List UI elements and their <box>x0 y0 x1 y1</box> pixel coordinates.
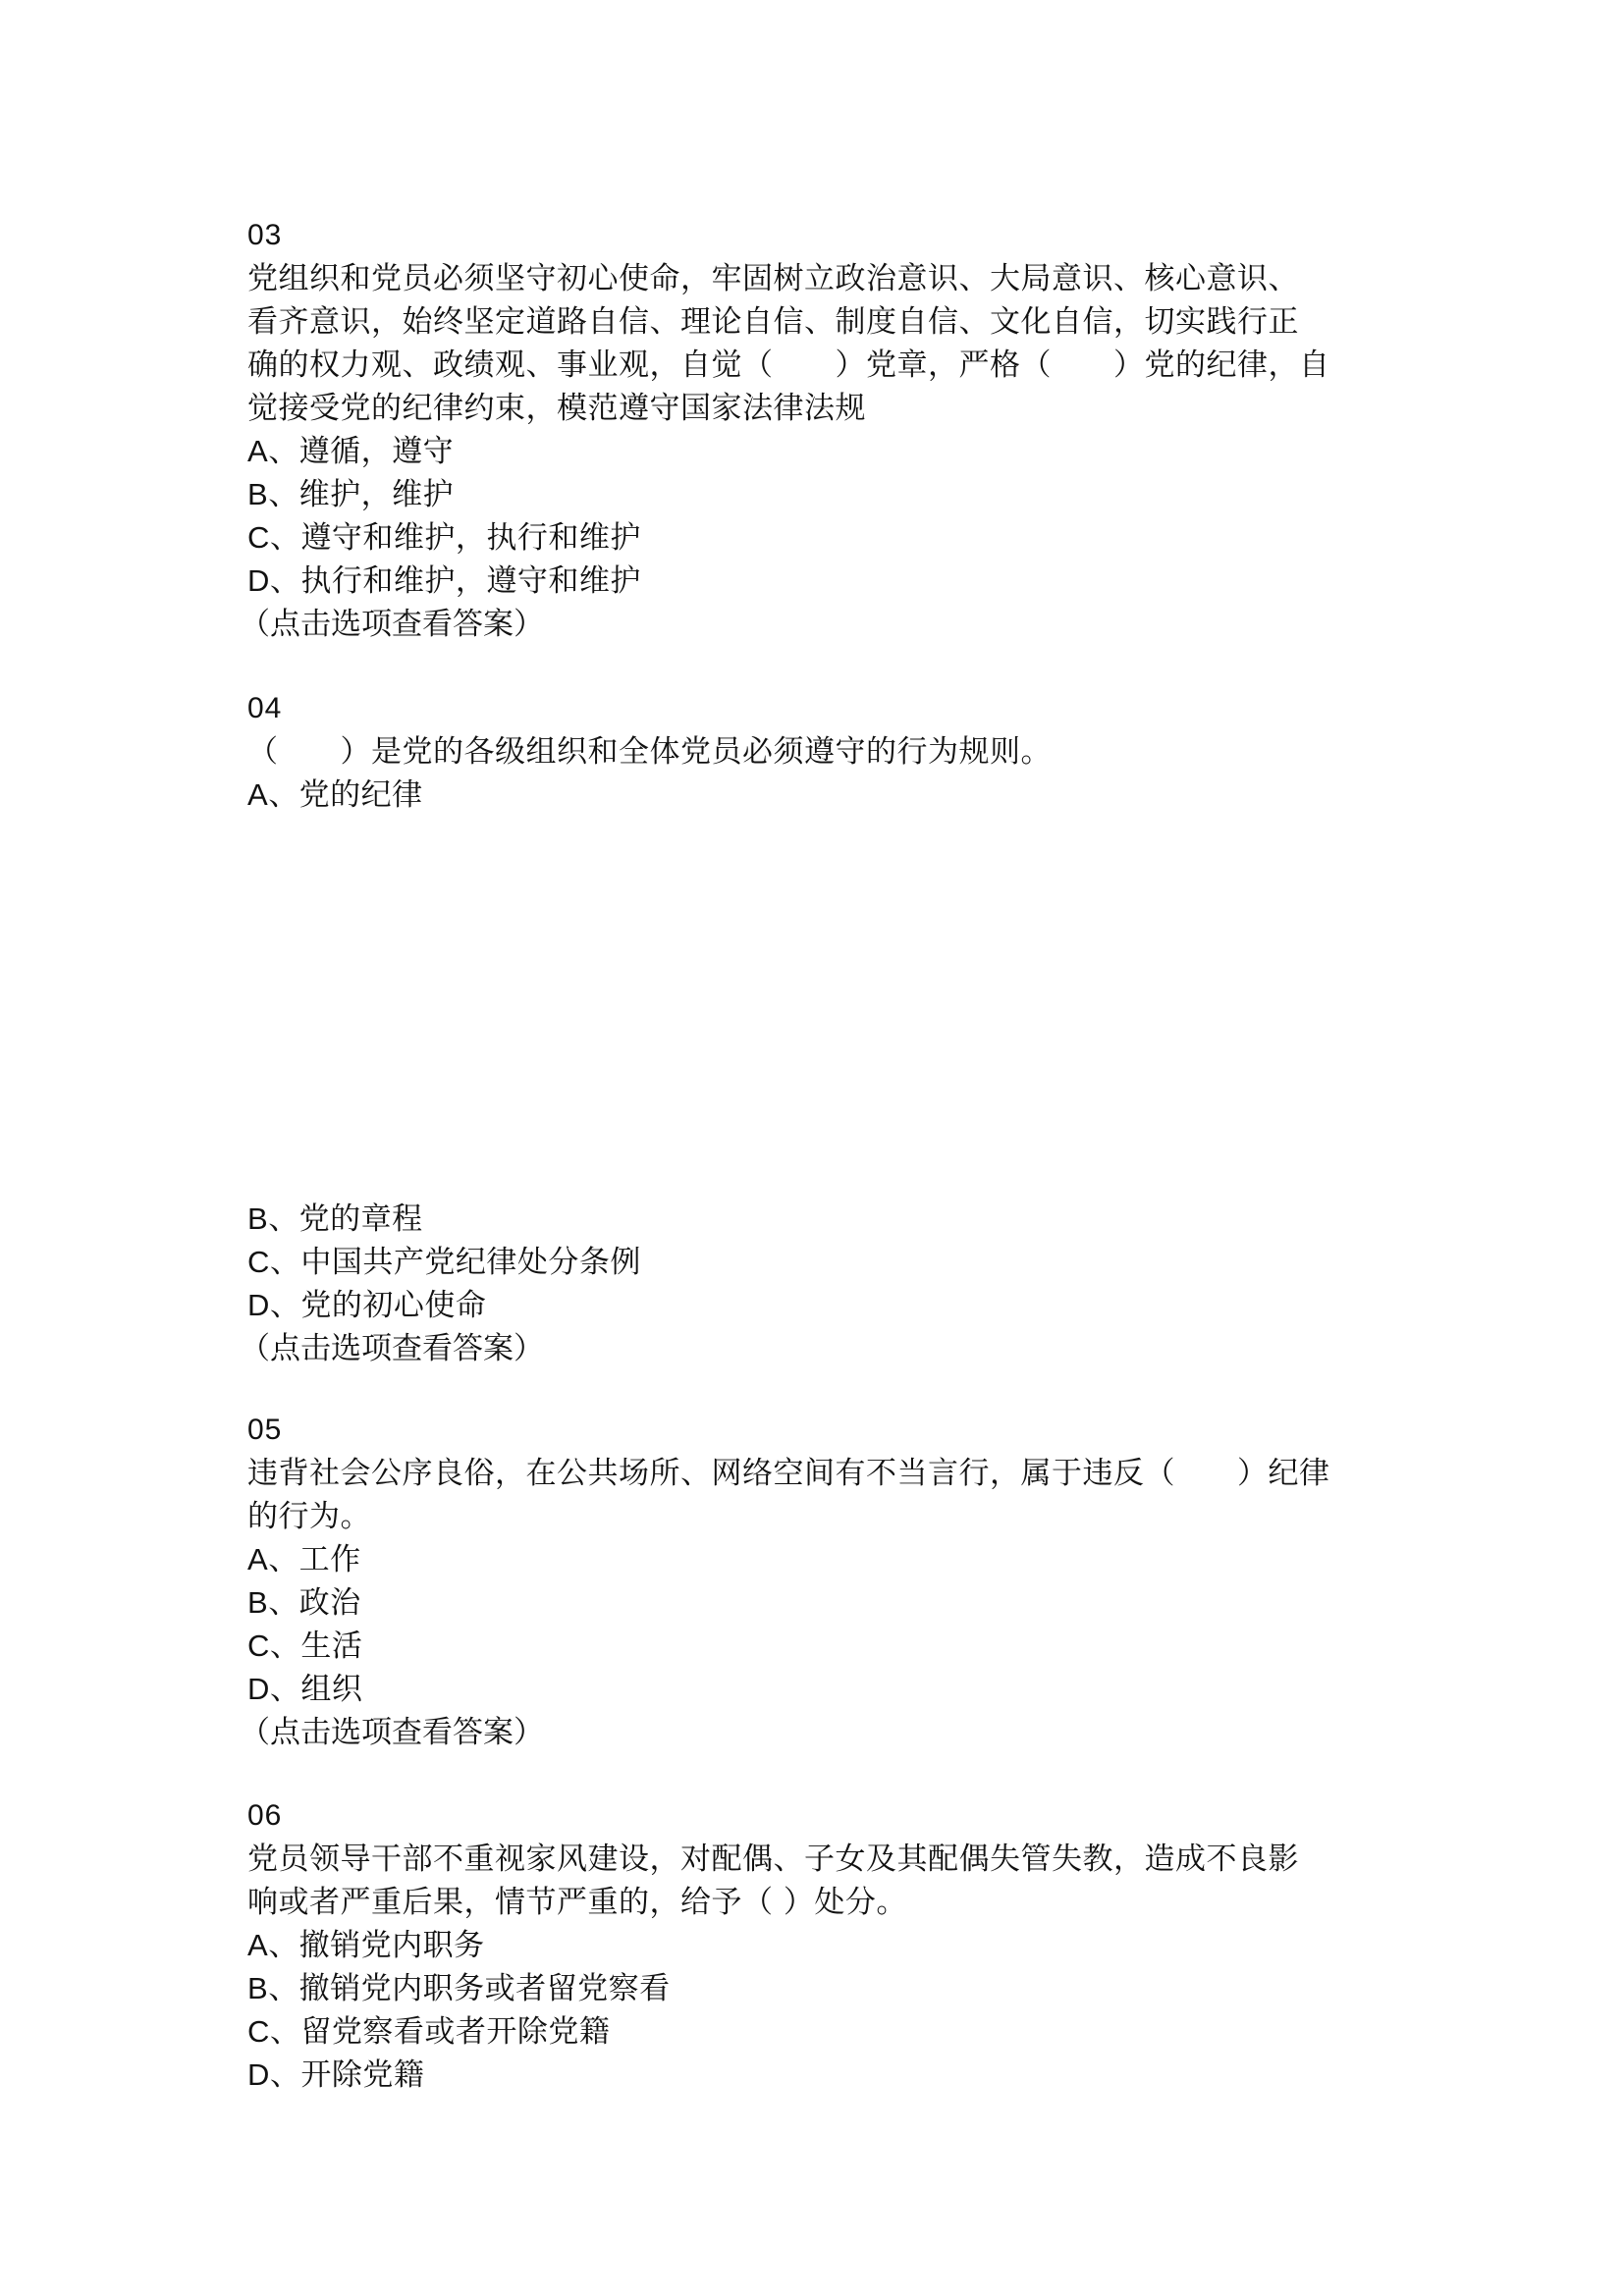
option-letter: C <box>247 1245 270 1279</box>
option-letter: A <box>247 1542 269 1576</box>
stem-line: 党员领导干部不重视家风建设，对配偶、子女及其配偶失管失教，造成不良影 <box>247 1842 1299 1877</box>
stem-line: 违背社会公序良俗，在公共场所、网络空间有不当言行，属于违反（ ）纪律 <box>247 1456 1330 1491</box>
option-text: 、党的纪律 <box>268 777 423 813</box>
stem-line: 响或者严重后果，情节严重的，给予（ ）处分。 <box>247 1885 907 1920</box>
question-stem <box>247 730 1396 774</box>
stem-line: 确的权力观、政绩观、事业观，自觉（ ）党章，严格（ ）党的纪律，自 <box>247 347 1330 383</box>
question-06 <box>247 1794 1396 2097</box>
option-d[interactable] <box>247 560 1396 603</box>
question-stem <box>247 1452 1396 1538</box>
option-text: 、留党察看或者开除党籍 <box>269 2014 611 2050</box>
option-letter: C <box>247 2014 270 2049</box>
stem-line: 的行为。 <box>247 1499 371 1534</box>
stem-line: 觉接受党的纪律约束，模范遵守国家法律法规 <box>247 391 866 426</box>
option-a[interactable] <box>247 1924 1396 1967</box>
option-letter: B <box>247 1585 269 1620</box>
option-d[interactable] <box>247 1668 1396 1711</box>
option-letter: C <box>247 520 270 555</box>
option-letter: A <box>247 1928 269 1962</box>
option-c[interactable] <box>247 1241 1396 1284</box>
option-c[interactable] <box>247 1625 1396 1668</box>
option-text: 、党的章程 <box>268 1201 423 1237</box>
option-letter: D <box>247 2057 270 2092</box>
option-b[interactable] <box>247 1967 1396 2010</box>
stem-line: （ ）是党的各级组织和全体党员必须遵守的行为规则。 <box>247 734 1052 770</box>
question-number: 03 <box>247 219 283 251</box>
option-text: 、撤销党内职务或者留党察看 <box>268 1971 671 2006</box>
option-c[interactable] <box>247 2010 1396 2054</box>
question-03 <box>240 214 1396 646</box>
option-a[interactable] <box>247 774 1396 817</box>
option-d[interactable] <box>247 1284 1396 1327</box>
option-letter: D <box>247 1672 270 1706</box>
stem-line: 党组织和党员必须坚守初心使命，牢固树立政治意识、大局意识、核心意识、 <box>247 261 1299 296</box>
option-letter: A <box>247 777 269 812</box>
option-a[interactable] <box>247 1538 1396 1581</box>
option-text: 、工作 <box>268 1542 361 1577</box>
option-text: 、执行和维护，遵守和维护 <box>269 563 641 599</box>
answer-hint: （点击选项查看答案） <box>240 1715 544 1750</box>
question-04 <box>247 687 1396 817</box>
option-letter: B <box>247 477 269 511</box>
option-text: 、撤销党内职务 <box>268 1928 485 1963</box>
option-text: 、组织 <box>269 1672 363 1707</box>
option-text: 、维护，维护 <box>268 477 455 512</box>
option-letter: C <box>247 1629 270 1663</box>
question-stem <box>247 1838 1396 1924</box>
option-d[interactable] <box>247 2054 1396 2097</box>
option-letter: B <box>247 1971 269 2005</box>
answer-hint: （点击选项查看答案） <box>240 1331 544 1366</box>
question-04-continued <box>240 1198 1396 1370</box>
option-text: 、开除党籍 <box>269 2057 425 2093</box>
question-stem <box>247 257 1396 430</box>
question-number: 04 <box>247 692 283 724</box>
option-b[interactable] <box>247 1198 1396 1241</box>
question-number: 06 <box>247 1799 283 1832</box>
option-text: 、党的初心使命 <box>269 1288 487 1323</box>
option-letter: D <box>247 563 270 598</box>
option-letter: D <box>247 1288 270 1322</box>
option-a[interactable] <box>247 430 1396 473</box>
option-text: 、生活 <box>269 1629 363 1664</box>
option-letter: B <box>247 1201 269 1236</box>
question-05 <box>240 1409 1396 1754</box>
option-text: 、中国共产党纪律处分条例 <box>269 1245 641 1280</box>
question-number: 05 <box>247 1414 283 1446</box>
option-letter: A <box>247 434 269 468</box>
option-text: 、政治 <box>268 1585 361 1621</box>
option-text: 、遵循，遵守 <box>268 434 455 469</box>
option-c[interactable] <box>247 516 1396 560</box>
option-b[interactable] <box>247 473 1396 516</box>
stem-line: 看齐意识，始终坚定道路自信、理论自信、制度自信、文化自信，切实践行正 <box>247 304 1299 340</box>
option-b[interactable] <box>247 1581 1396 1625</box>
answer-hint: （点击选项查看答案） <box>240 607 544 642</box>
option-text: 、遵守和维护，执行和维护 <box>269 520 641 556</box>
